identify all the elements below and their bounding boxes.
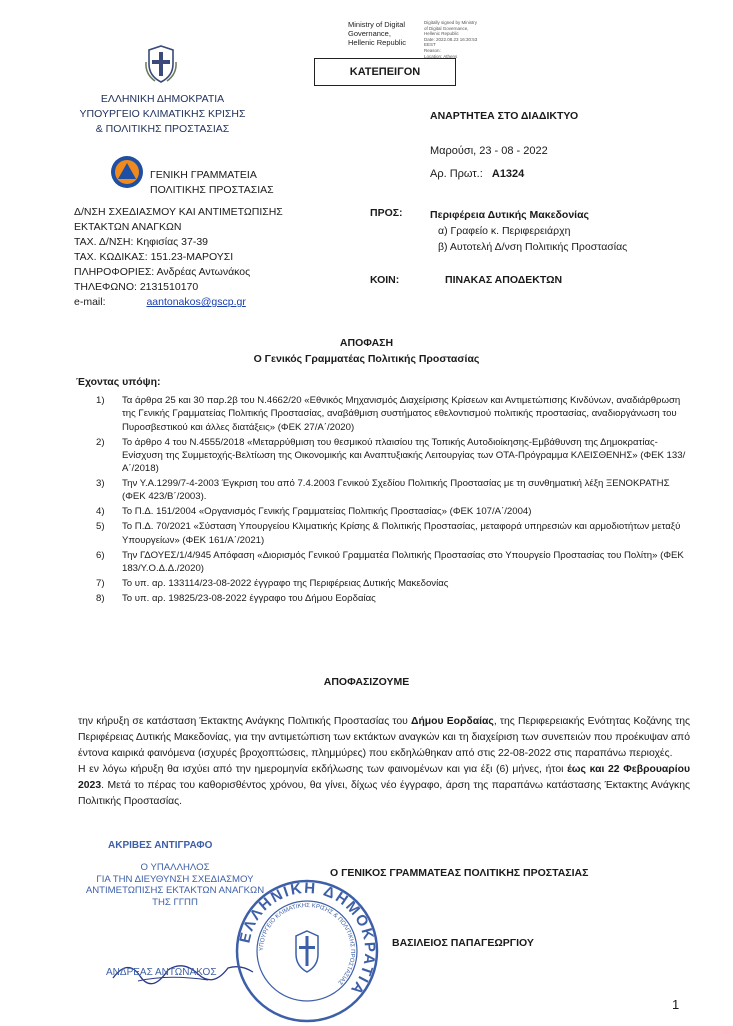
- cc-label: ΚΟΙΝ:: [370, 274, 400, 286]
- coat-of-arms-icon: [143, 44, 179, 84]
- list-item: 5) Το Π.Δ. 70/2021 «Σύσταση Υπουργείου Κλιματικής Κρίσης & Πολιτικής Προστασίας, μεταφορά υπηρεσιών και αρμοδιοτήτων μεταξύ Υπουργείων» (ΦΕΚ 161/Α΄/2021): [96, 521, 681, 546]
- decision-title: ΑΠΟΦΑΣΗ: [339, 337, 394, 349]
- date-line: Μαρούσι, 23 - 08 - 2022: [430, 145, 548, 157]
- ministry-header: ΕΛΛΗΝΙΚΗ ΔΗΜΟΚΡΑΤΙΑ ΥΠΟΥΡΓΕΙΟ ΚΛΙΜΑΤΙΚΗΣ ΚΡΙΣΗΣ & ΠΟΛΙΤΙΚΗΣ ΠΡΟΣΤΑΣΙΑΣ: [79, 93, 246, 135]
- signatory-title: Ο ΓΕΝΙΚΟΣ ΓΡΑΜΜΑΤΕΑΣ ΠΟΛΙΤΙΚΗΣ ΠΡΟΣΤΑΣΙΑΣ: [330, 867, 589, 879]
- considerations-list: [96, 394, 686, 607]
- list-item: 3) Την Υ.Α.1299/7-4-2003 Έγκριση του από 7.4.2003 Γενικού Σχεδίου Πολιτικής Προστασίας με τη συνθηματική λέξη ΞΕΝΟΚΡΑΤΗΣ (ΦΕΚ 423/Β΄/2003).: [96, 478, 670, 503]
- page-number: 1: [672, 997, 680, 1012]
- urgent-label: ΚΑΤΕΠΕΙΓΟΝ: [314, 58, 456, 86]
- svg-text:ΥΠΟΥΡΓΕΙΟ ΚΛΙΜΑΤΙΚΗΣ ΚΡΙΣΗΣ &: ΥΠΟΥΡΓΕΙΟ ΚΛΙΜΑΤΙΚΗΣ ΚΡΙΣΗΣ & ΠΟΛΙΤΙΚΗΣ ΠΡΟΣΤΑΣΙΑΣ: [258, 902, 356, 986]
- digital-signature: [348, 20, 494, 59]
- sender-details: Δ/ΝΣΗ ΣΧΕΔΙΑΣΜΟΥ ΚΑΙ ΑΝΤΙΜΕΤΩΠΙΣΗΣ ΕΚΤΑΚΤΩΝ ΑΝΑΓΚΩΝ ΤΑΧ. Δ/ΝΣΗ: Κηφισίας 37-39 ΤΑΧ. ΚΩΔΙΚΑΣ: 151.23-ΜΑΡΟΥΣΙ ΠΛΗΡΟΦΟΡΙΕΣ: Ανδρέας Αντωνάκος ΤΗΛΕΦΩΝΟ: 2131510170 e-mail: aantonakos@gscp.gr: [74, 206, 283, 308]
- decision-body: [78, 714, 690, 810]
- list-item: 1) Τα άρθρα 25 και 30 παρ.2β του Ν.4662/20 «Εθνικός Μηχανισμός Διαχείρισης Κρίσεων και Αντιμετώπισης Κινδύνων, αναδιάρθρωση της Γενικής Γραμματείας Πολιτικής Προστασίας, αναβάθμιση συστήματος εθελοντισμού πολιτικής προστασίας, αναδιοργάνωση του Πυροσβεστικού και άλλες διατάξεις» (ΦΕΚ 27/Α΄/2020): [96, 395, 681, 433]
- email-link[interactable]: aantonakos@gscp.gr: [146, 296, 246, 308]
- official-stamp-icon: [232, 876, 382, 1026]
- resolve-heading: ΑΠΟΦΑΣΙΖΟΥΜΕ: [323, 676, 410, 688]
- email-label: e-mail:: [74, 296, 106, 308]
- list-item: 4) Το Π.Δ. 151/2004 «Οργανισμός Γενικής Γραμματείας Πολιτικής Προστασίας» (ΦΕΚ 107/Α΄/2004): [96, 506, 532, 518]
- svg-text:ΕΛΛΗΝΙΚΗ ΔΗΜΟΚΡΑΤΙΑ: ΕΛΛΗΝΙΚΗ ΔΗΜΟΚΡΑΤΙΑ: [236, 879, 379, 999]
- body-paragraph-2: Η εν λόγω κήρυξη θα ισχύει από την ημερομηνία εκδήλωσης των φαινομένων και για έξι (6) μήνες, ήτοι έως και 22 Φεβρουαρίου 2023. Μετά το πέρας του καθορισθέντος χρόνου, θα γίνει, δίχως νέο έγγραφο, άρση της παραπάνω κατάστασης Έκτακτης Ανάγκης Πολιτικής Προστασίας.: [78, 764, 690, 807]
- publish-online-label: ΑΝΑΡΤΗΤΕΑ ΣΤΟ ΔΙΑΔΙΚΤΥΟ: [430, 110, 579, 122]
- considering-label: Έχοντας υπόψη:: [76, 376, 161, 388]
- civil-protection-logo-icon: [110, 155, 144, 189]
- list-item: 6) Την ΓΔΟΥΕΣ/1/4/945 Απόφαση «Διορισμός Γενικού Γραμματέα Πολιτικής Προστασίας στο Υπουργείο Προστασίας του Πολίτη» (ΦΕΚ 183/Υ.Ο.Δ.Δ./2020): [96, 549, 684, 574]
- signatory-name: ΒΑΣΙΛΕΙΟΣ ΠΑΠΑΓΕΩΡΓΙΟΥ: [392, 937, 534, 949]
- list-item: 2) Το άρθρο 4 του Ν.4555/2018 «Μεταρρύθμιση του θεσμικού πλαισίου της Τοπικής Αυτοδιοίκησης-Εμβάθυνση της Δημοκρατίας-Ενίσχυση της Συμμετοχής-Βελτίωση της Οικονομικής και Αναπτυξιακής Λειτουργίας των ΟΤΑ-Πρόγραμμα ΚΛΕΙΣΘΕΝΗΣ» (ΦΕΚ 133/Α΄/2018): [96, 436, 686, 475]
- signature-issuer: Ministry of Digital Governance, Hellenic Republic: [348, 20, 406, 47]
- employee-block: Ο ΥΠΑΛΛΗΛΟΣ ΓΙΑ ΤΗΝ ΔΙΕΥΘΥΝΣΗ ΣΧΕΔΙΑΣΜΟΥ ΑΝΤΙΜΕΤΩΠΙΣΗΣ ΕΚΤΑΚΤΩΝ ΑΝΑΓΚΩΝ ΤΗΣ ΓΓΠΠ: [85, 862, 265, 908]
- general-secretariat-header: ΓΕΝΙΚΗ ΓΡΑΜΜΑΤΕΙΑ ΠΟΛΙΤΙΚΗΣ ΠΡΟΣΤΑΣΙΑΣ: [150, 169, 274, 196]
- signature-details: Digitally signed by Ministry of Digital Governance, Hellenic Republic Date: 2022.08.23 16:30:53 EEST Reason: Location: Athens: [424, 20, 478, 59]
- list-item: 8) Το υπ. αρ. 19825/23-08-2022 έγγραφο του Δήμου Εορδαίας: [96, 592, 376, 604]
- body-paragraph-1: την κήρυξη σε κατάσταση Έκτακτης Ανάγκης Πολιτικής Προστασίας του Δήμου Εορδαίας, της Περιφερειακής Ενότητας Κοζάνης της Περιφέρειας Δυτικής Μακεδονίας, για την αντιμετώπιση των εκτάκτων αναγκών και τη διαχείριση των συνεπειών που προέκυψαν από έντονα καιρικά φαινόμενα (ισχυρές βροχοπτώσεις, πλημμύρες) που εκδηλώθηκαν από στις 22-08-2022 στις παραπάνω περιοχές.: [78, 716, 690, 759]
- protocol-line: Αρ. Πρωτ.: Α1324: [430, 168, 525, 180]
- decision-subtitle: Ο Γενικός Γραμματέας Πολιτικής Προστασίας: [253, 353, 480, 365]
- recipients: Περιφέρεια Δυτικής Μακεδονίας α) Γραφείο κ. Περιφερειάρχη β) Αυτοτελή Δ/νση Πολιτικής Προστασίας: [430, 209, 628, 253]
- true-copy-stamp: ΑΚΡΙΒΕΣ ΑΝΤΙΓΡΑΦΟ: [108, 840, 213, 851]
- cc-value: ΠΙΝΑΚΑΣ ΑΠΟΔΕΚΤΩΝ: [445, 274, 563, 286]
- to-label: ΠΡΟΣ:: [370, 207, 403, 219]
- list-item: 7) Το υπ. αρ. 133114/23-08-2022 έγγραφο της Περιφέρειας Δυτικής Μακεδονίας: [96, 577, 449, 589]
- employee-name: ΑΝΔΡΕΑΣ ΑΝΤΩΝΑΚΟΣ: [106, 967, 217, 978]
